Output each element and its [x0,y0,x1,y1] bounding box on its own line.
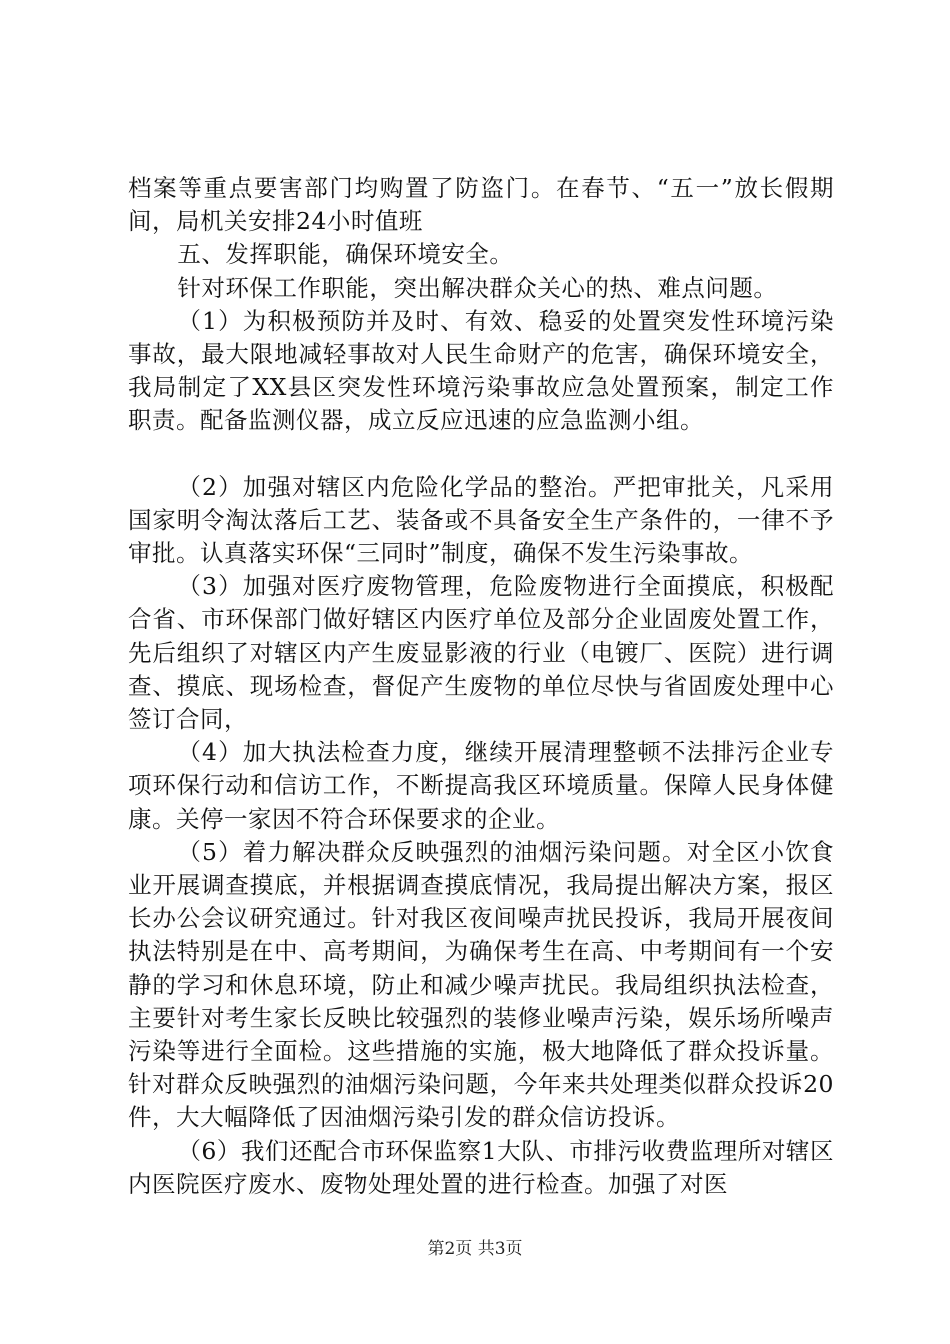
document-body [128,172,834,1201]
paragraph-item-6: （6）我们还配合市环保监察1大队、市排污收费监理所对辖区内医院医疗废水、废物处理处置的进行检查。加强了对医 [128,1136,834,1198]
page-number-footer: 第2页 共3页 [427,1239,523,1259]
paragraph-item-3: （3）加强对医疗废物管理，危险废物进行全面摸底，积极配合省、市环保部门做好辖区内医疗单位及部分企业固废处置工作，先后组织了对辖区内产生废显影液的行业（电镀厂、医院）进行调查、摸底、现场检查，督促产生废物的单位尽快与省固废处理中心签订合同， [128,572,834,734]
paragraph-item-1: （1）为积极预防并及时、有效、稳妥的处置突发性环境污染事故，最大限地减轻事故对人民生命财产的危害，确保环境安全，我局制定了XX县区突发性环境污染事故应急处置预案，制定工作职责。配备监测仪器，成立反应迅速的应急监测小组。 [128,306,834,435]
paragraph-intro: 针对环保工作职能，突出解决群众关心的热、难点问题。 [177,273,778,302]
paragraph-item-2: （2）加强对辖区内危险化学品的整治。严把审批关，凡采用国家明令淘汰落后工艺、装备或不具备安全生产条件的，一律不予审批。认真落实环保“三同时”制度，确保不发生污染事故。 [128,472,834,568]
paragraph-item-4: （4）加大执法检查力度，继续开展清理整顿不法排污企业专项环保行动和信访工作，不断提高我区环境质量。保障人民身体健康。关停一家因不符合环保要求的企业。 [128,738,834,833]
paragraph-item-5: （5）着力解决群众反映强烈的油烟污染问题。对全区小饮食业开展调查摸底，并根据调查摸底情况，我局提出解决方案，报区长办公会议研究通过。针对我区夜间噪声扰民投诉，我局开展夜间执法特别是在中、高考期间，为确保考生在高、中考期间有一个安静的学习和休息环境，防止和减少噪声扰民。我局组织执法检查，主要针对考生家长反映比较强烈的装修业噪声污染，娱乐场所噪声污染等进行全面检。这些措施的实施，极大地降低了群众投诉量。针对群众反映强烈的油烟污染问题，今年来共处理类似群众投诉20件，大大幅降低了因油烟污染引发的群众信访投诉。 [128,837,834,1132]
section-heading: 五、发挥职能，确保环境安全。 [177,240,514,269]
paragraph-continuation: 档案等重点要害部门均购置了防盗门。在春节、“五一”放长假期间，局机关安排24小时值班 [128,174,834,236]
